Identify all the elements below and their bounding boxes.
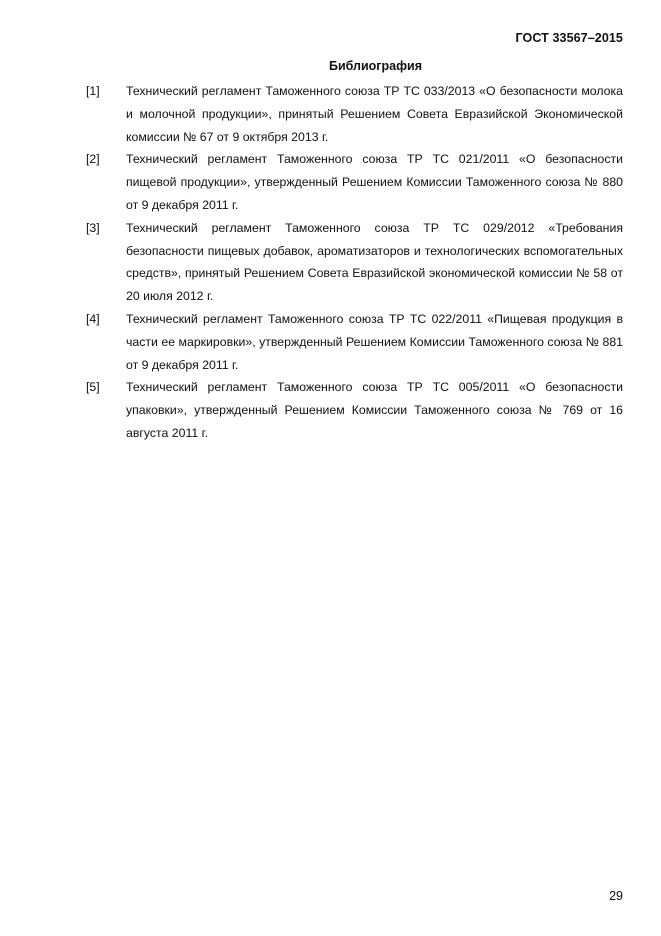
- bibliography-item-number: [1]: [86, 84, 100, 98]
- bibliography-item-number: [4]: [86, 311, 100, 326]
- bibliography-item-text: Технический регламент Таможенного союза ТР ТС 033/2013 «О безопасности молока и молочной продукции», принятый Решением Совета Евразийской Экономической комиссии № 67 от 9 октября 2013 г.: [126, 84, 623, 144]
- page-number: 29: [609, 889, 623, 903]
- bibliography-item-number: [3]: [86, 220, 100, 235]
- bibliography-item-number: [2]: [86, 152, 100, 167]
- bibliography-item-text: Технический регламент Таможенного союза ТР ТС 022/2011 «Пищевая продукция в части ее маркировки», утвержденный Решением Комиссии Таможенного союза № 881 от 9 декабря 2011 г.: [126, 311, 623, 372]
- bibliography-item-4: [86, 308, 623, 376]
- bibliography-title: Библиография: [328, 59, 423, 73]
- bibliography-item-text: Технический регламент Таможенного союза ТР ТС 029/2012 «Требования безопасности пищевых добавок, ароматизаторов и технологических вспомогательных средств», принятый Решением Совета Евразийской экономической комиссии № 58 от 20 июля 2012 г.: [126, 220, 623, 304]
- bibliography-item-text: Технический регламент Таможенного союза ТР ТС 005/2011 «О безопасности упаковки», утвержденный Решением Комиссии Таможенного союза № 769 от 16 августа 2011 г.: [126, 380, 623, 440]
- bibliography-item-5: [86, 376, 623, 444]
- bibliography-item-number: [5]: [86, 380, 100, 395]
- bibliography-item-3: [86, 217, 623, 308]
- document-standard-code: ГОСТ 33567–2015: [515, 31, 623, 45]
- bibliography-item-1: [86, 80, 623, 148]
- bibliography-item-2: [86, 148, 623, 216]
- bibliography-item-text: Технический регламент Таможенного союза ТР ТС 021/2011 «О безопасности пищевой продукции», утвержденный Решением Комиссии Таможенного союза № 880 от 9 декабря 2011 г.: [126, 152, 623, 212]
- bibliography-list: [86, 80, 623, 445]
